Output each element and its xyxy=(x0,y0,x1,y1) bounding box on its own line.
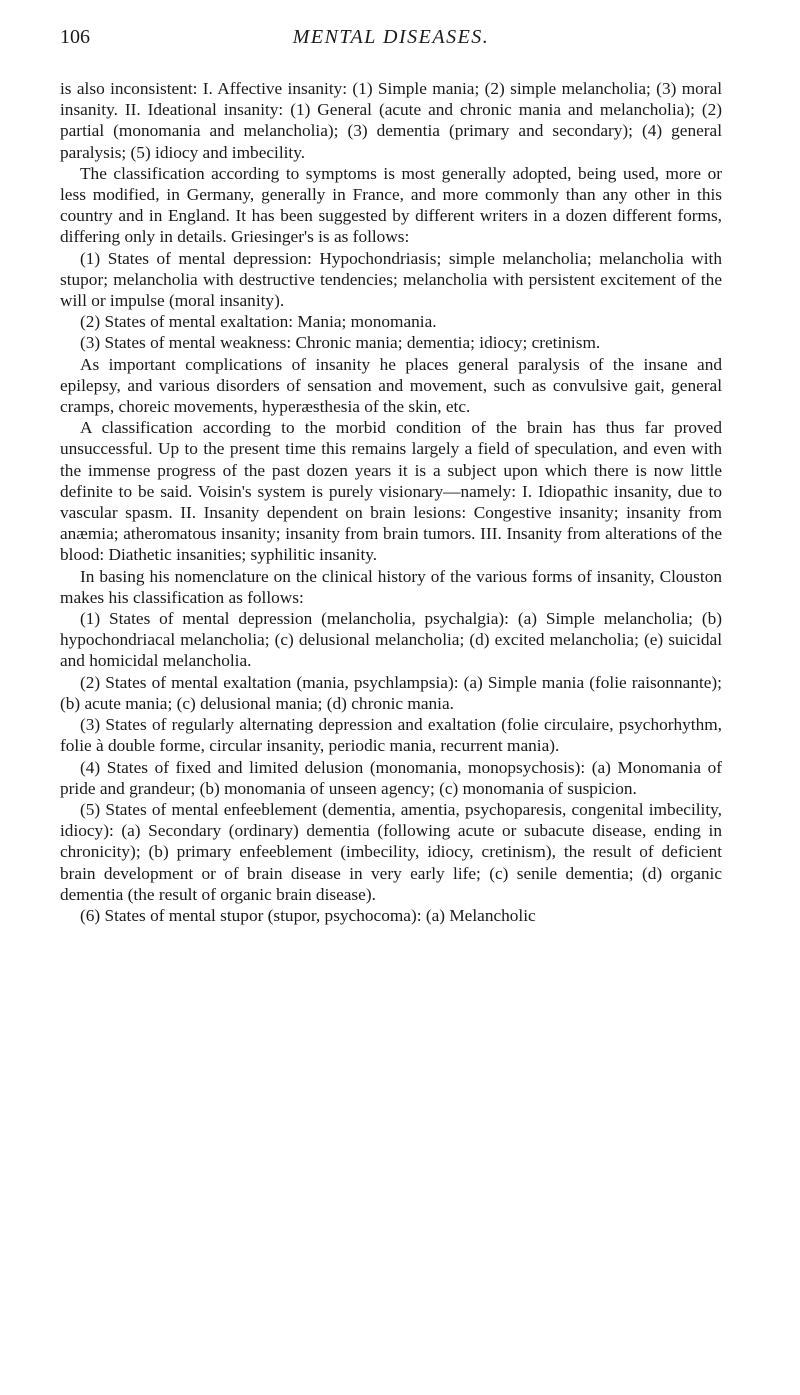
paragraph: (3) States of mental weakness: Chronic mania; dementia; idiocy; cretinism. xyxy=(80,333,601,353)
paragraph: (4) States of fixed and limited delusion (monomania, monopsychosis): (a) Monomania of pride and grandeur; (b) monomania of unseen agency; (c) monomania of suspicion. xyxy=(60,757,722,798)
paragraph: (3) States of regularly alternating depression and exaltation (folie circulaire, psychorhythm, folie à double forme, circular insanity, periodic mania, recurrent mania). xyxy=(60,715,722,756)
running-title: MENTAL DISEASES. xyxy=(292,26,490,48)
paragraph: (2) States of mental exaltation: Mania; monomania. xyxy=(80,312,437,332)
paragraph: The classification according to symptoms is most generally adopted, being used, more or less modified, in Germany, generally in France, and more commonly than any other in this country and in England. It has been suggested by different writers in a dozen different forms, differing only in details. Griesinger's is as follows: xyxy=(60,163,722,247)
paragraph: (6) States of mental stupor (stupor, psychocoma): (a) Melancholic xyxy=(80,905,536,925)
paragraph: (5) States of mental enfeeblement (dementia, amentia, psychoparesis, congenital imbecility, idiocy): (a) Secondary (ordinary) dementia (following acute or subacute disease, ending in chronicity); (b) primary enfeeblement (imbecility, idiocy, cretinism), the result of deficient brain development or of brain disease in very early life; (c) senile dementia; (d) organic dementia (the result of organic brain disease). xyxy=(60,799,722,904)
running-head xyxy=(60,26,722,58)
body-text xyxy=(60,78,722,926)
page-number: 106 xyxy=(60,26,90,48)
paragraph: is also inconsistent: I. Affective insanity: (1) Simple mania; (2) simple melancholia; (3) moral insanity. II. Ideational insanity: (1) General (acute and chronic mania and melancholia); (2) partial (monomania and melancholia); (3) dementia (primary and secondary); (4) general paralysis; (5) idiocy and imbecility. xyxy=(60,79,722,162)
paragraph: (1) States of mental depression (melancholia, psychalgia): (a) Simple melancholia; (b) hypochondriacal melancholia; (c) delusional melancholia; (d) excited melancholia; (e) suicidal and homicidal melancholia. xyxy=(60,609,722,671)
paragraph: (2) States of mental exaltation (mania, psychlampsia): (a) Simple mania (folie raisonnante); (b) acute mania; (c) delusional mania; (d) chronic mania. xyxy=(60,672,722,713)
paragraph: As important complications of insanity he places general paralysis of the insane and epilepsy, and various disorders of sensation and movement, such as convulsive gait, general cramps, choreic movements, hyperæsthesia of the skin, etc. xyxy=(60,354,722,417)
paragraph: A classification according to the morbid condition of the brain has thus far proved unsuccessful. Up to the present time this remains largely a field of speculation, and even with the immense progress of the past dozen years it is a subject upon which there is now little definite to be said. Voisin's system is purely visionary—namely: I. Idiopathic insanity, due to vascular spasm. II. Insanity dependent on brain lesions: Congestive insanity; insanity from anæmia; atheromatous insanity; insanity from brain tumors. III. Insanity from alterations of the blood: Diathetic insanities; syphilitic insanity. xyxy=(60,418,722,565)
paragraph: (1) States of mental depression: Hypochondriasis; simple melancholia; melancholia with stupor; melancholia with destructive tendencies; melancholia with persistent excitement of the will or impulse (moral insanity). xyxy=(60,248,722,311)
paragraph: In basing his nomenclature on the clinical history of the various forms of insanity, Clouston makes his classification as follows: xyxy=(60,566,722,607)
